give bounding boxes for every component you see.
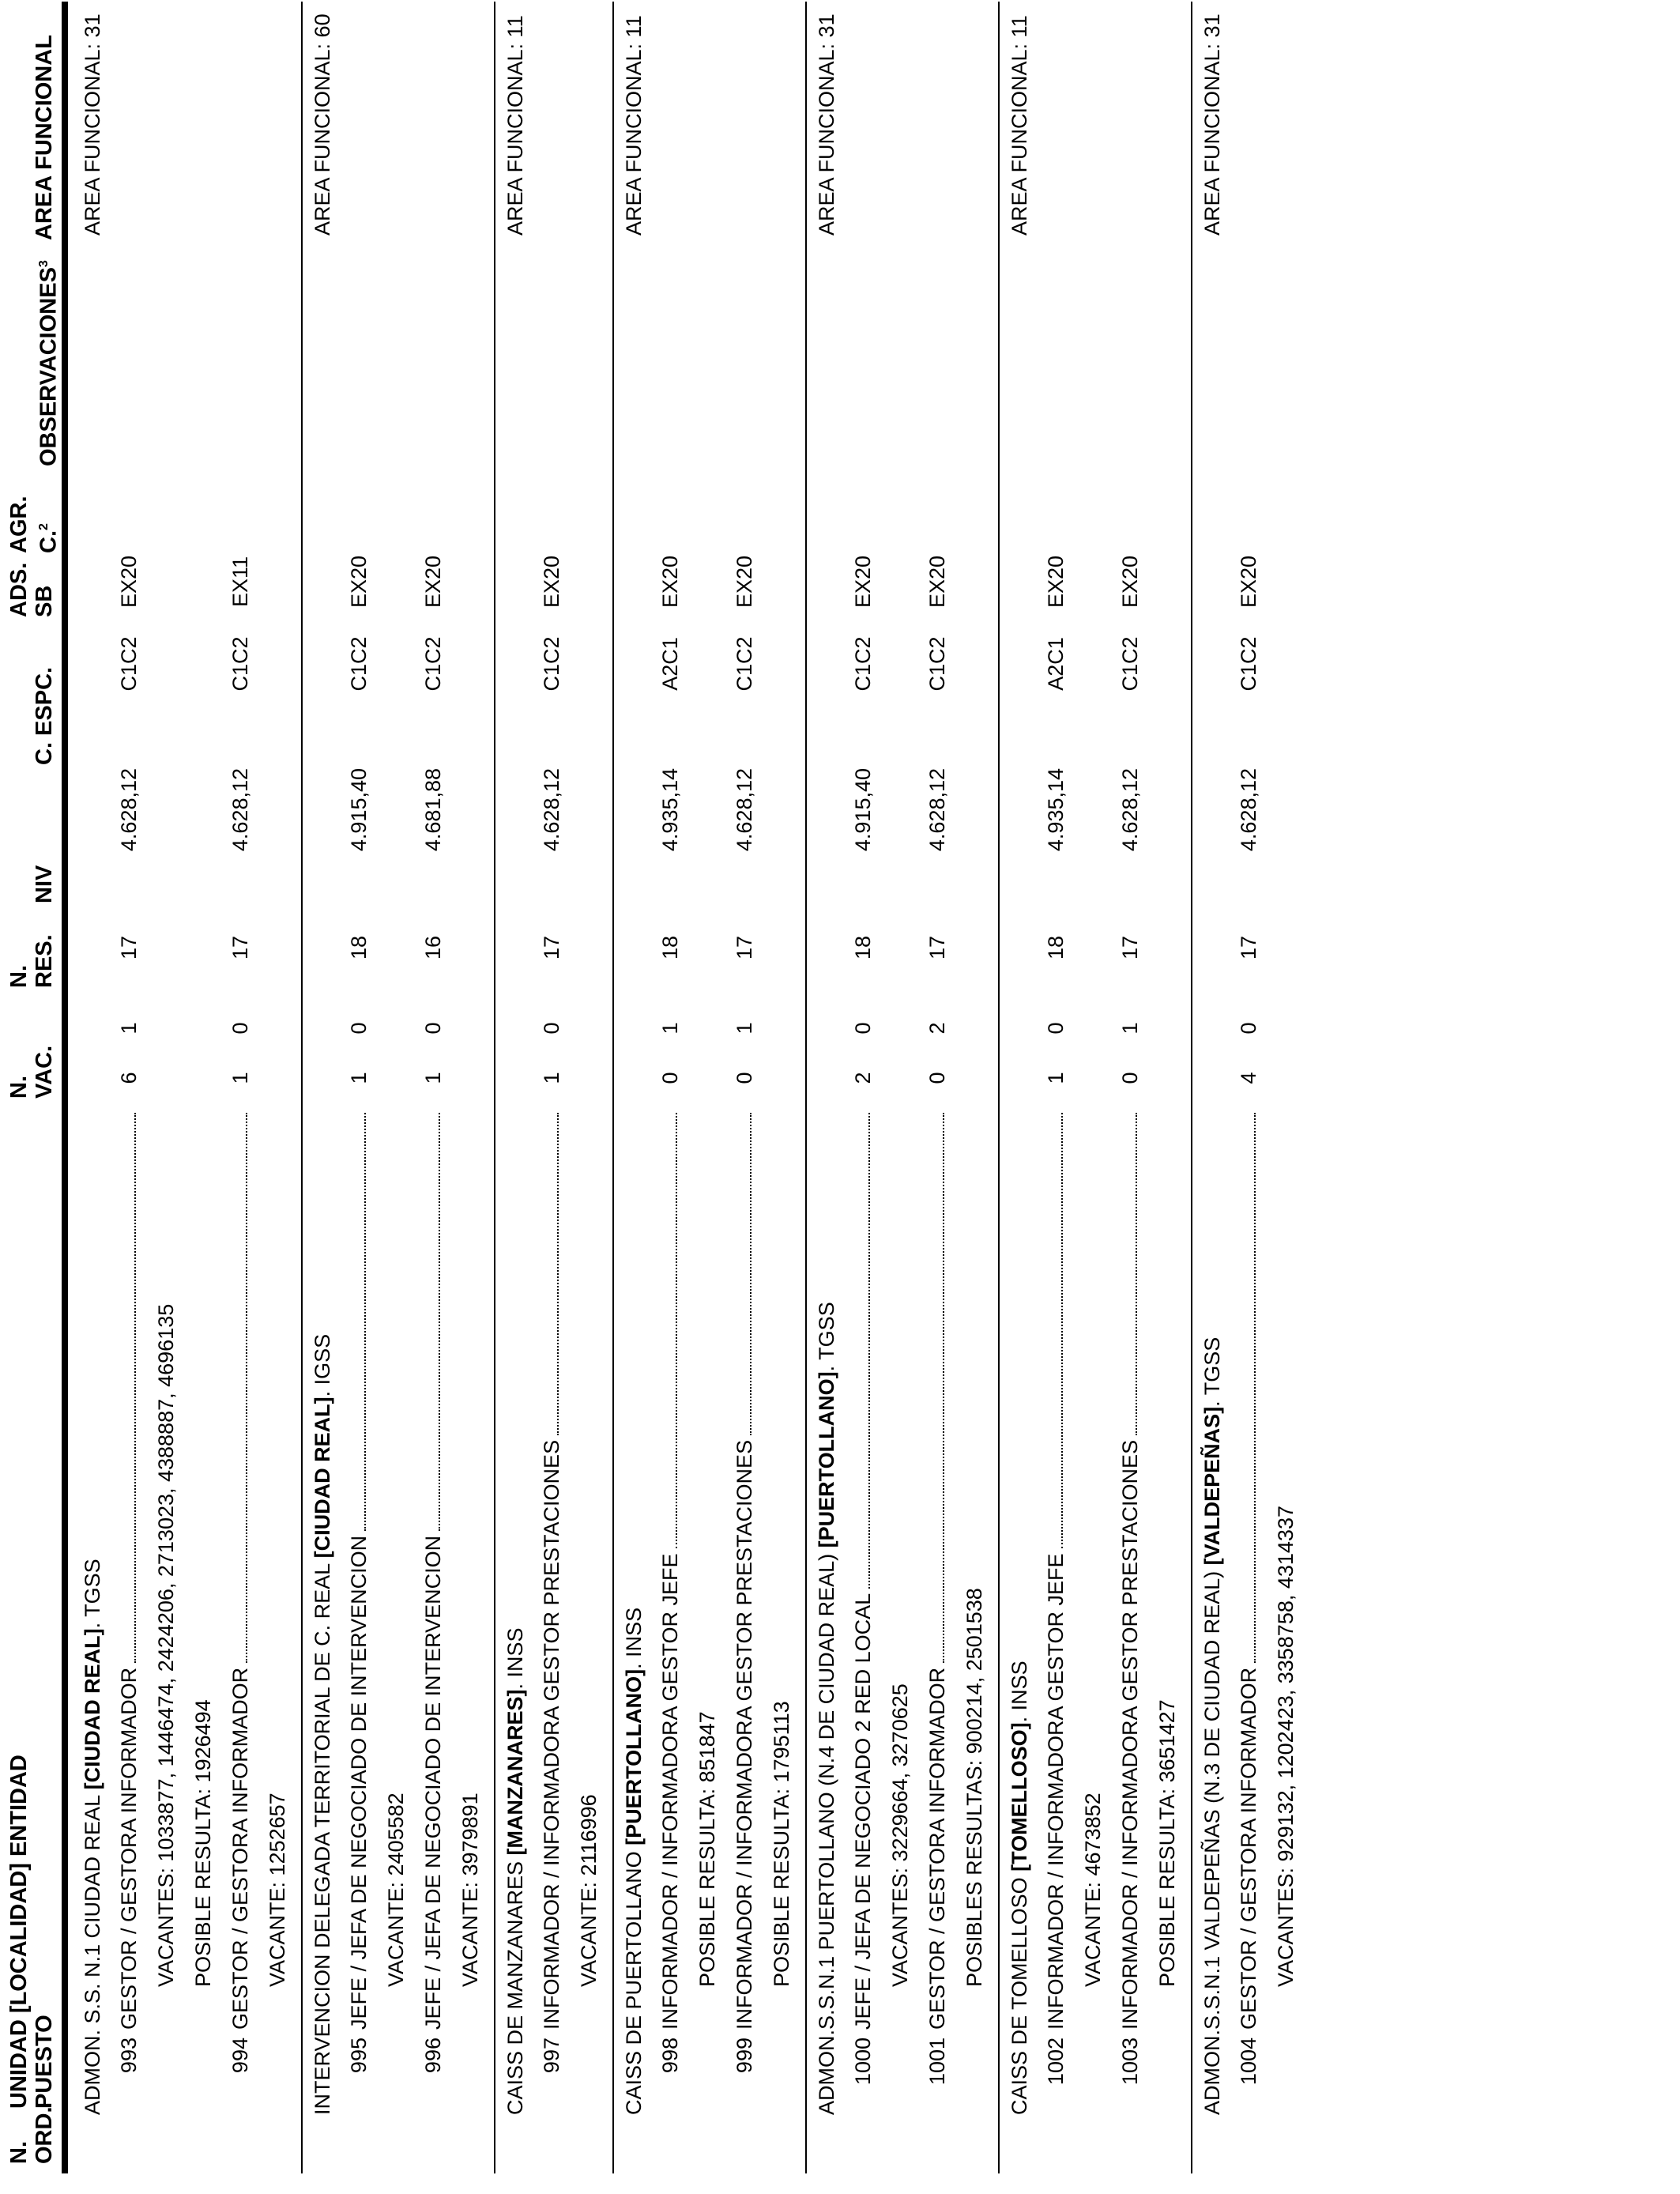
agrupacion-cuerpo: EX20 [1044, 555, 1068, 609]
area-funcional: AREA FUNCIONAL: 31 [81, 13, 104, 236]
post-row [115, 1113, 142, 2030]
nivel: 16 [421, 935, 445, 960]
complemento-especifico: 4.915,40 [347, 768, 371, 852]
post-note: POSIBLE RESULTA: 1926494 [191, 1699, 215, 1987]
post-row [657, 1113, 684, 2030]
post-row [420, 1113, 446, 2030]
unit-locality: [PUERTOLLANO] [622, 1668, 646, 1845]
header-niv: NIV [32, 865, 57, 903]
post-row [849, 1113, 876, 2030]
area-funcional: AREA FUNCIONAL: 60 [311, 13, 334, 236]
post-note: VACANTE: 2405582 [384, 1793, 408, 1987]
n-vacantes: 6 [117, 1072, 141, 1084]
nivel: 17 [1118, 935, 1142, 960]
dot-leader [541, 1113, 559, 1435]
n-resultas: 1 [1118, 1022, 1142, 1035]
header-c-espc: C. ESPC. [32, 666, 57, 765]
area-funcional: AREA FUNCIONAL: 11 [622, 15, 646, 236]
agrupacion-cuerpo: EX20 [733, 555, 756, 609]
order-number: 999 [733, 2038, 756, 2074]
table-header [0, 0, 60, 2194]
post-note: POSIBLE RESULTA: 851847 [695, 1711, 719, 1987]
unit-entity: . INSS [622, 1607, 646, 1669]
post-name: GESTOR / GESTORA INFORMADOR [228, 1667, 252, 2030]
dot-leader [119, 1113, 136, 1663]
area-funcional: AREA FUNCIONAL: 11 [1008, 15, 1031, 236]
post-note: VACANTE: 1252657 [266, 1793, 289, 1987]
post-name: JEFE / JEFA DE NEGOCIADO 2 RED LOCAL [851, 1593, 875, 2030]
agrupacion-cuerpo: EX20 [925, 555, 949, 609]
unit-separator [1191, 2, 1192, 2173]
unit-entity: . IGSS [311, 1333, 334, 1397]
agrupacion-cuerpo: EX20 [658, 555, 682, 609]
post-note: VACANTES: 3229664, 3270625 [888, 1683, 912, 1987]
unit-name: ADMON. S.S. N.1 CIUDAD REAL [81, 1789, 104, 2115]
unit-heading [79, 1559, 106, 2115]
unit-name: INTERVENCION DELEGADA TERRITORIAL DE C. REAL [311, 1558, 334, 2115]
unit-entity: . INSS [1008, 1661, 1031, 1723]
n-resultas: 0 [228, 1022, 252, 1035]
dot-leader [927, 1113, 944, 1663]
adscripcion-subgrupo: C1C2 [540, 636, 563, 692]
post-row [1117, 1113, 1143, 2030]
nivel: 18 [347, 935, 371, 960]
adscripcion-subgrupo: C1C2 [925, 636, 949, 692]
adscripcion-subgrupo: C1C2 [1118, 636, 1142, 692]
nivel: 17 [733, 935, 756, 960]
n-resultas: 0 [1044, 1022, 1068, 1035]
post-note: VACANTE: 3979891 [458, 1793, 482, 1987]
adscripcion-subgrupo: C1C2 [733, 636, 756, 692]
order-number: 1000 [851, 2038, 875, 2086]
n-resultas: 1 [117, 1022, 141, 1035]
unit-heading [620, 1608, 647, 2115]
header-n-res: N. RES. [6, 934, 57, 988]
dot-leader [853, 1113, 870, 1589]
adscripcion-subgrupo: C1C2 [851, 636, 875, 692]
header-observaciones: OBSERVACIONES$^3$ [36, 260, 62, 466]
agrupacion-cuerpo: EX20 [540, 555, 563, 609]
nivel: 18 [851, 935, 875, 960]
n-vacantes: 0 [925, 1072, 949, 1084]
unit-separator [612, 2, 614, 2173]
unit-separator [301, 2, 303, 2173]
unit-name: ADMON.S.S.N.1 PUERTOLLANO (N.4 DE CIUDAD REAL) [815, 1547, 838, 2115]
n-resultas: 0 [851, 1022, 875, 1035]
complemento-especifico: 4.628,12 [925, 768, 949, 852]
n-resultas: 1 [658, 1022, 682, 1035]
n-resultas: 1 [733, 1022, 756, 1035]
complemento-especifico: 4.628,12 [1118, 768, 1142, 852]
complemento-especifico: 4.935,14 [1044, 768, 1068, 852]
complemento-especifico: 4.681,88 [421, 768, 445, 852]
unit-locality: [VALDEPEÑAS] [1200, 1406, 1224, 1566]
post-name: JEFE / JEFA DE NEGOCIADO DE INTERVENCION [347, 1535, 371, 2030]
nivel: 17 [228, 935, 252, 960]
post-row [538, 1113, 565, 2030]
adscripcion-subgrupo: C1C2 [1237, 636, 1260, 692]
n-vacantes: 1 [1044, 1072, 1068, 1084]
n-resultas: 0 [1237, 1022, 1260, 1035]
post-name: INFORMADOR / INFORMADORA GESTOR PRESTACIONES [733, 1439, 756, 2030]
complemento-especifico: 4.628,12 [540, 768, 563, 852]
agrupacion-cuerpo: EX20 [1237, 555, 1260, 609]
post-note: VACANTES: 1033877, 1446474, 2424206, 2713023, 4388887, 4696135 [154, 1303, 178, 1987]
adscripcion-subgrupo: C1C2 [228, 636, 252, 692]
dot-leader [1238, 1113, 1256, 1663]
order-number: 1004 [1237, 2038, 1260, 2086]
area-funcional: AREA FUNCIONAL: 31 [815, 13, 838, 236]
n-vacantes: 1 [540, 1072, 563, 1084]
n-resultas: 0 [421, 1022, 445, 1035]
order-number: 1001 [925, 2038, 949, 2086]
post-row [345, 1113, 372, 2030]
n-resultas: 2 [925, 1022, 949, 1035]
complemento-especifico: 4.628,12 [228, 768, 252, 852]
post-name: JEFE / JEFA DE NEGOCIADO DE INTERVENCION [421, 1535, 445, 2030]
n-resultas: 0 [347, 1022, 371, 1035]
order-number: 993 [117, 2038, 141, 2074]
post-note: POSIBLE RESULTA: 3651427 [1155, 1699, 1179, 1987]
order-number: 996 [421, 2038, 445, 2074]
order-number: 994 [228, 2038, 252, 2074]
post-name: INFORMADOR / INFORMADORA GESTOR PRESTACIONES [1118, 1439, 1142, 2030]
unit-entity: . TGSS [81, 1559, 104, 1629]
unit-separator [805, 2, 807, 2173]
post-row [227, 1113, 254, 2030]
post-name: INFORMADOR / INFORMADORA GESTOR JEFE [1044, 1553, 1068, 2030]
unit-name: CAISS DE MANZANARES [503, 1855, 527, 2115]
n-vacantes: 0 [733, 1072, 756, 1084]
dot-leader [230, 1113, 247, 1663]
nivel: 18 [1044, 935, 1068, 960]
n-vacantes: 1 [228, 1072, 252, 1084]
post-row [924, 1113, 951, 2030]
dot-leader [348, 1113, 366, 1531]
post-note: VACANTE: 2116996 [577, 1794, 601, 1987]
dot-leader [1120, 1113, 1137, 1435]
post-name: INFORMADOR / INFORMADORA GESTOR JEFE [658, 1553, 682, 2030]
adscripcion-subgrupo: C1C2 [117, 636, 141, 692]
adscripcion-subgrupo: C1C2 [421, 636, 445, 692]
unit-entity: . TGSS [1200, 1336, 1224, 1407]
nivel: 18 [658, 935, 682, 960]
order-number: 995 [347, 2038, 371, 2074]
post-name: INFORMADOR / INFORMADORA GESTOR PRESTACIONES [540, 1439, 563, 2030]
complemento-especifico: 4.628,12 [733, 768, 756, 852]
unit-locality: [CIUDAD REAL] [311, 1397, 334, 1559]
unit-locality: [CIUDAD REAL] [81, 1628, 104, 1790]
agrupacion-cuerpo: EX11 [228, 556, 252, 608]
unit-locality: [PUERTOLLANO] [815, 1371, 838, 1548]
post-note: VACANTE: 4673852 [1081, 1793, 1105, 1987]
n-vacantes: 0 [658, 1072, 682, 1084]
agrupacion-cuerpo: EX20 [1118, 555, 1142, 609]
agrupacion-cuerpo: EX20 [347, 555, 371, 609]
complemento-especifico: 4.915,40 [851, 768, 875, 852]
order-number: 998 [658, 2038, 682, 2074]
unit-name: ADMON.S.S.N.1 VALDEPEÑAS (N.3 DE CIUDAD REAL) [1200, 1565, 1224, 2115]
unit-locality: [MANZANARES] [503, 1689, 527, 1856]
unit-heading [309, 1334, 336, 2115]
n-vacantes: 4 [1237, 1072, 1260, 1084]
post-note: POSIBLE RESULTA: 1795113 [770, 1701, 793, 1987]
order-number: 1002 [1044, 2038, 1068, 2086]
header-n-vac: N. VAC. [6, 1045, 57, 1099]
n-vacantes: 1 [347, 1072, 371, 1084]
order-number: 997 [540, 2038, 563, 2074]
dot-leader [734, 1113, 751, 1435]
post-row [731, 1113, 758, 2030]
area-funcional: AREA FUNCIONAL: 11 [503, 15, 527, 236]
nivel: 17 [117, 935, 141, 960]
unit-entity: . TGSS [815, 1302, 838, 1372]
unit-heading [813, 1302, 840, 2115]
unit-heading [502, 1627, 529, 2115]
order-number: 1003 [1118, 2038, 1142, 2086]
post-row [1042, 1113, 1069, 2030]
adscripcion-subgrupo: C1C2 [347, 636, 371, 692]
n-vacantes: 0 [1118, 1072, 1142, 1084]
post-name: GESTOR / GESTORA INFORMADOR [925, 1667, 949, 2030]
dot-leader [1045, 1113, 1063, 1548]
post-note: POSIBLES RESULTAS: 900214, 2501538 [962, 1588, 986, 1987]
post-name: GESTOR / GESTORA INFORMADOR [117, 1667, 141, 2030]
complemento-especifico: 4.628,12 [1237, 768, 1260, 852]
n-vacantes: 1 [421, 1072, 445, 1084]
unit-separator [998, 2, 1000, 2173]
header-area-funcional: AREA FUNCIONAL [32, 35, 57, 240]
agrupacion-cuerpo: EX20 [421, 555, 445, 609]
unit-separator [494, 2, 495, 2173]
header-unidad: UNIDAD [LOCALIDAD] ENTIDAD PUESTO [6, 1755, 57, 2109]
unit-name: CAISS DE PUERTOLLANO [622, 1845, 646, 2115]
dot-leader [423, 1113, 440, 1531]
adscripcion-subgrupo: A2C1 [1044, 637, 1068, 691]
post-name: GESTOR / GESTORA INFORMADOR [1237, 1667, 1260, 2030]
agrupacion-cuerpo: EX20 [117, 555, 141, 609]
post-note: VACANTES: 929132, 1202423, 3358758, 4314337 [1274, 1506, 1298, 1987]
n-resultas: 0 [540, 1022, 563, 1035]
header-n-ord: N. ORD. [6, 2106, 57, 2164]
nivel: 17 [540, 935, 563, 960]
adscripcion-subgrupo: A2C1 [658, 637, 682, 691]
unit-name: CAISS DE TOMELLOSO [1008, 1871, 1031, 2115]
agrupacion-cuerpo: EX20 [851, 555, 875, 609]
dot-leader [660, 1113, 677, 1548]
unit-entity: . INSS [503, 1627, 527, 1690]
unit-heading [1006, 1661, 1033, 2115]
post-row [1235, 1113, 1262, 2030]
nivel: 17 [1237, 935, 1260, 960]
unit-heading [1199, 1337, 1226, 2115]
unit-locality: [TOMELLOSO] [1008, 1722, 1031, 1872]
header-agr: AGR. C.$^2$ [6, 496, 62, 553]
area-funcional: AREA FUNCIONAL: 31 [1200, 13, 1224, 236]
complemento-especifico: 4.935,14 [658, 768, 682, 852]
nivel: 17 [925, 935, 949, 960]
n-vacantes: 2 [851, 1072, 875, 1084]
header-rule [62, 2, 68, 2173]
header-ads: ADS. SB [6, 562, 57, 617]
complemento-especifico: 4.628,12 [117, 768, 141, 852]
